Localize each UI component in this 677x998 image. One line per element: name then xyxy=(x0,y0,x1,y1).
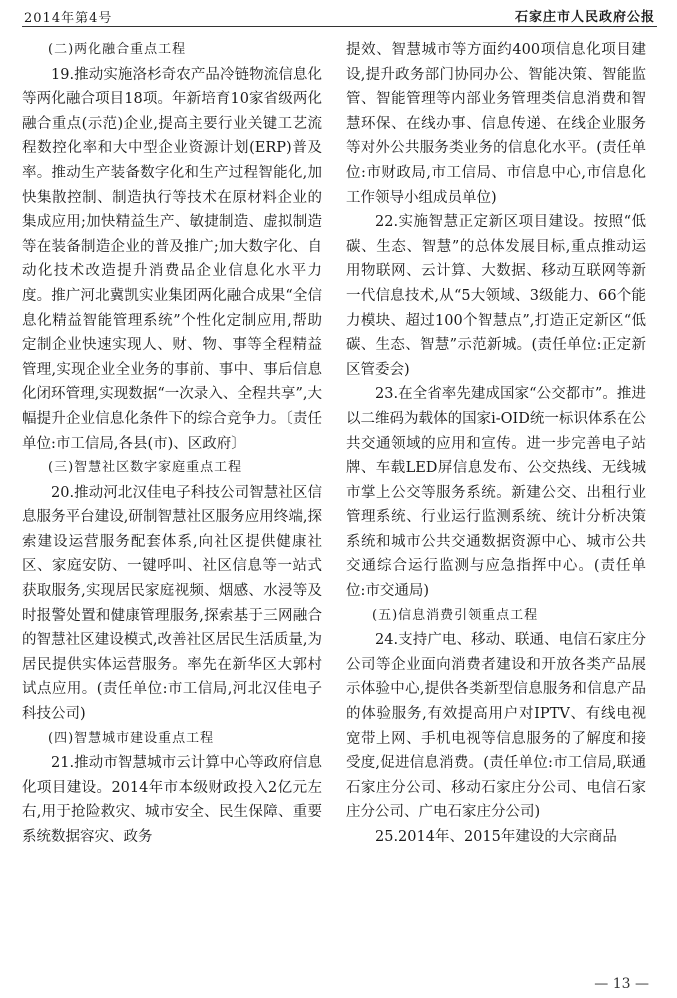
paragraph: 19.推动实施洛杉奇农产品冷链物流信息化等两化融合项目18项。年新培育10家省级两化融合重点(示范)企业,提高主要行业关键工艺流程数控化率和大中型企业资源计划(ERP)普及率。推动生产装备数字化和生产过程智能化,加快集散控制、制造执行等技术在原材料企业的集成应用;加快精益生产、敏捷制造、虚拟制造等在装备制造企业的普及推广;加大数字化、自动化技术改造提升消费品企业信息化水平力度。推广河北冀凯实业集团两化融合成果“全信息化精益智能管理系统”个性化定制应用,帮助定制企业快速实现人、财、物、事等全程精益管理,实现企业全业务的事前、事中、事后信息化闭环管理,实现数据“一次录入、全程共享”,大幅提升企业信息化条件下的综合竞争力。〔责任单位:市工信局,各县(市)、区政府〕 xyxy=(22,66,322,452)
header-divider xyxy=(22,26,657,27)
paragraph: 21.推动市智慧城市云计算中心等政府信息化项目建设。2014年市本级财政投入2亿元左右,用于抢险救灾、城市安全、民生保障、重要系统数据容灾、政务 xyxy=(22,755,322,845)
page-number: — 13 — xyxy=(594,976,649,992)
paragraph: 25.2014年、2015年建设的大宗商品 xyxy=(375,829,617,845)
paragraph: 20.推动河北汉佳电子科技公司智慧社区信息服务平台建设,研制智慧社区服务应用终端,探索建设运营服务配套体系,向社区提供健康社区、家庭安防、一键呼叫、社区信息等一站式获取服务,实现居民家庭视频、烟感、水浸等及时报警处置和健康管理服务,探索基于三网融合的智慧社区建设模式,改善社区居民生活质量,为居民提供实体运营服务。率先在新华区大郭村试点应用。(责任单位:市工信局,河北汉佳电子科技公司) xyxy=(22,484,322,723)
issue-label: 2014年第4号 xyxy=(24,11,113,26)
page-header xyxy=(0,0,677,30)
section-heading: (二)两化融合重点工程 xyxy=(48,42,187,57)
right-column xyxy=(346,38,646,850)
section-heading: (五)信息消费引领重点工程 xyxy=(372,607,539,623)
publication-title: 石家庄市人民政府公报 xyxy=(514,10,655,25)
left-column xyxy=(22,38,322,850)
section-heading: (三)智慧社区数字家庭重点工程 xyxy=(48,460,243,476)
paragraph: 22.实施智慧正定新区项目建设。按照“低碳、生态、智慧”的总体发展目标,重点推动运用物联网、云计算、大数据、移动互联网等新一代信息技术,从“5大领域、3级能力、66个能力模块、超过100个智慧点”,打造正定新区“低碳、生态、智慧”示范新城。(责任单位:正定新区管委会) xyxy=(346,214,646,378)
section-heading: (四)智慧城市建设重点工程 xyxy=(48,730,215,746)
paragraph: 23.在全省率先建成国家“公交都市”。推进以二维码为载体的国家i-OID统一标识体系在公共交通领域的应用和宣传。进一步完善电子站牌、车载LED屏信息发布、公交热线、无线城市掌上公交等服务系统。新建公交、出租行业管理系统、行业运行监测系统、统计分析决策系统和城市公共交通数据资源中心、城市公共交通综合运行监测与应急指挥中心。(责任单位:市交通局) xyxy=(346,386,646,600)
paragraph-continuation: 提效、智慧城市等方面约400项信息化项目建设,提升政务部门协同办公、智能决策、智能监管、智能管理等内部业务管理类信息消费和智慧环保、在线办事、信息传递、在线企业服务等对外公共服务类业务的信息化水平。(责任单位:市财政局,市工信局、市信息中心,市信息化工作领导小组成员单位) xyxy=(346,42,646,206)
paragraph: 24.支持广电、移动、联通、电信石家庄分公司等企业面向消费者建设和开放各类产品展示体验中心,提供各类新型信息服务和信息产品的体验服务,有效提高用户对IPTV、有线电视宽带上网、手机电视等信息服务的了解度和接受度,促进信息消费。(责任单位:市工信局,联通石家庄分公司、移动石家庄分公司、电信石家庄分公司、广电石家庄分公司) xyxy=(346,632,646,821)
